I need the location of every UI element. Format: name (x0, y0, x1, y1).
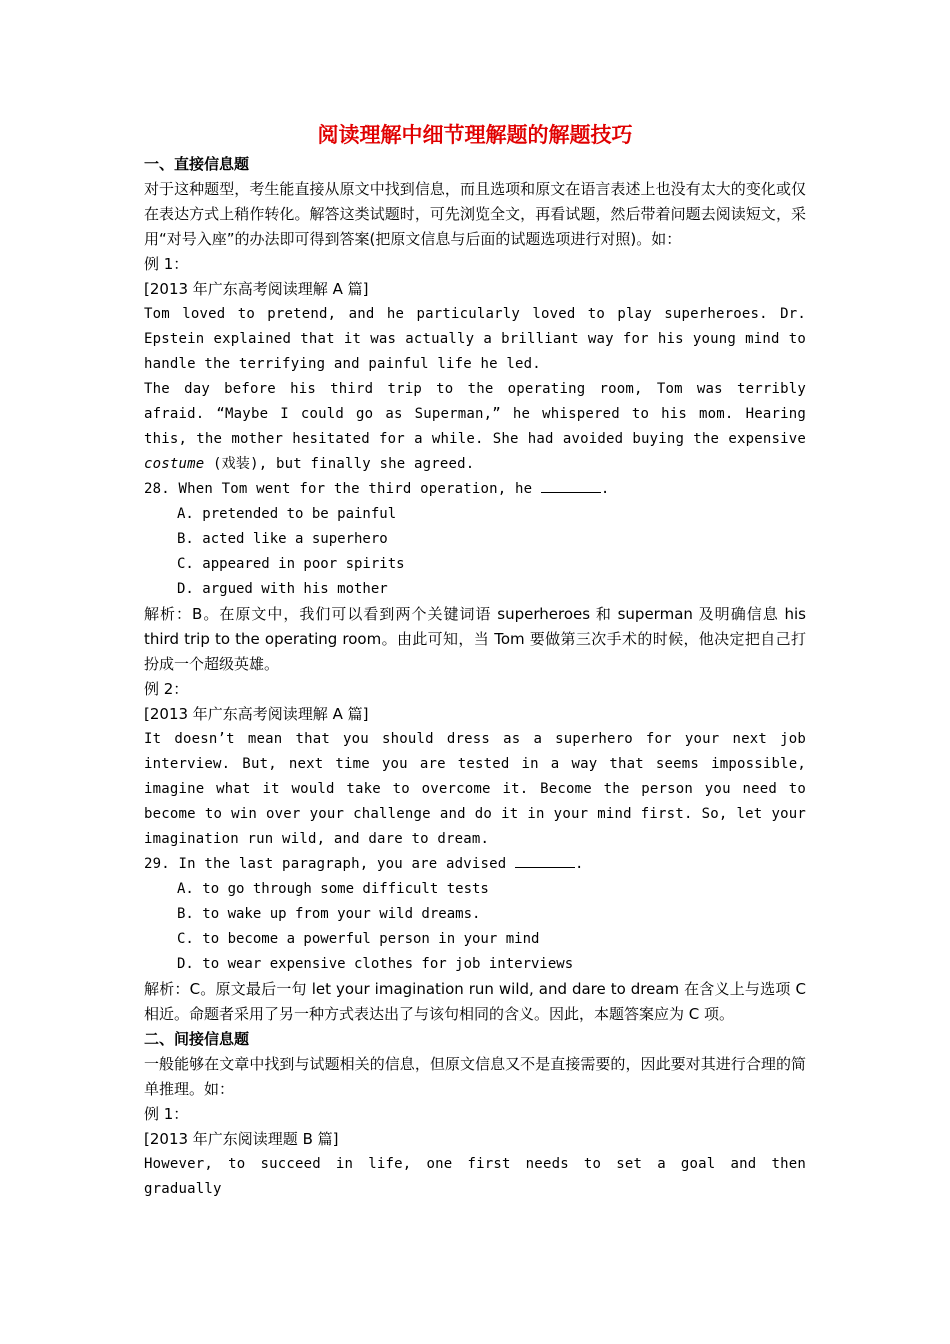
section-heading-indirect: 二、间接信息题 (144, 1030, 250, 1048)
answer-blank (541, 478, 601, 493)
answer-option: B. acted like a superhero (177, 531, 388, 547)
example-source: [2013 年广东高考阅读理解 A 篇] (144, 705, 369, 723)
passage-paragraph (144, 377, 806, 477)
page-title: 阅读理解中细节理解题的解题技巧 (317, 123, 633, 147)
analysis: 解析：C。原文最后一句 let your imagination run wild, and dare to dream 在含义上与选项 C 相近。命题者采用了另一种方式表达出了与该句相同的含义。因此，本题答案应为 C 项。 (144, 980, 806, 1023)
answer-option: C. to become a powerful person in your mind (177, 931, 540, 947)
example-label: 例 1： (144, 255, 189, 273)
question (144, 852, 806, 877)
section-intro-indirect: 一般能够在文章中找到与试题相关的信息，但原文信息又不是直接需要的，因此要对其进行合理的简单推理。如： (144, 1055, 806, 1098)
question (144, 477, 806, 502)
question-text: 28. When Tom went for the third operation, he (144, 481, 541, 497)
answer-option: C. appeared in poor spirits (177, 556, 405, 572)
italic-word: costume (144, 456, 205, 472)
passage-paragraph: Tom loved to pretend, and he particularly loved to play superheroes. Dr. Epstein explained that it was actually a brilliant way for his young mind to handle the terrifying and painful life he led. (144, 306, 806, 372)
document-page (144, 118, 806, 1202)
passage-paragraph: However, to succeed in life, one first needs to set a goal and then gradually (144, 1156, 806, 1197)
example-source: [2013 年广东阅读理题 B 篇] (144, 1130, 339, 1148)
question-end: . (600, 481, 610, 497)
answer-option: B. to wake up from your wild dreams. (177, 906, 481, 922)
example-source: [2013 年广东高考阅读理解 A 篇] (144, 280, 369, 298)
passage-text: (戏装), but finally she agreed. (204, 456, 475, 472)
example-label: 例 1： (144, 1105, 189, 1123)
section-intro-direct: 对于这种题型，考生能直接从原文中找到信息，而且选项和原文在语言表述上也没有太大的变化或仅在表达方式上稍作转化。解答这类试题时，可先浏览全文，再看试题，然后带着问题去阅读短文，采用“对号入座”的办法即可得到答案(把原文信息与后面的试题选项进行对照)。如： (144, 180, 806, 248)
answer-blank (515, 853, 575, 868)
section-heading-direct: 一、直接信息题 (144, 155, 250, 173)
answer-option: D. to wear expensive clothes for job interviews (177, 956, 574, 972)
analysis: 解析：B。在原文中，我们可以看到两个关键词语 superheroes 和 superman 及明确信息 his third trip to the operating room。由此可知，当 Tom 要做第三次手术的时候，他决定把自己打扮成一个超级英雄。 (144, 605, 806, 673)
question-end: . (575, 856, 584, 872)
answer-option: A. to go through some difficult tests (177, 881, 489, 897)
passage-text: The day before his third trip to the operating room, Tom was terribly afraid. “Maybe I could go as Superman,” he whispered to his mom. Hearing this, the mother hesitated for a while. She had avoided buying the expensive (144, 381, 806, 447)
passage-paragraph: It doesn’t mean that you should dress as a superhero for your next job interview. But, next time you are tested in a way that seems impossible, imagine what it would take to overcome it. Become the person you need to become to win over your challenge and do it in your mind first. So, let your imagination run wild, and dare to dream. (144, 731, 806, 847)
question-text: 29. In the last paragraph, you are advised (144, 856, 516, 872)
answer-option: A. pretended to be painful (177, 506, 397, 522)
example-label: 例 2： (144, 680, 189, 698)
answer-option: D. argued with his mother (177, 581, 388, 597)
